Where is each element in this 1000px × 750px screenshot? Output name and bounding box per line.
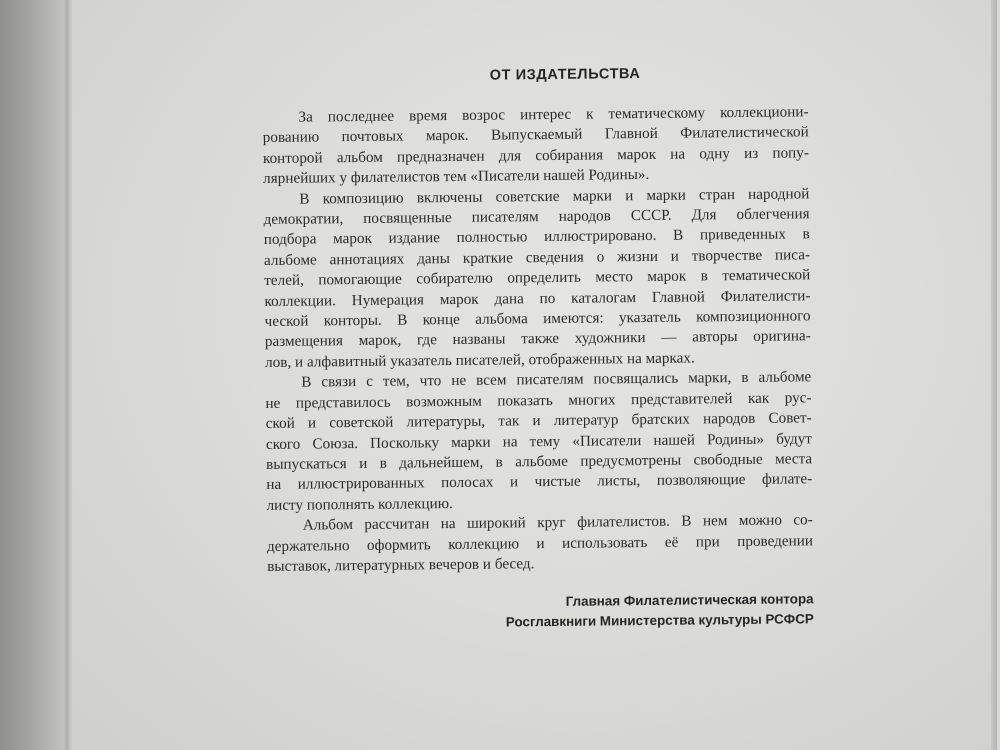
text-line: За последнее время возрос интерес к тематическому коллекциони- (298, 103, 809, 126)
text-line: ческой конторы. В конце альбома имеются: указатель композиционного (264, 307, 811, 331)
text-line: демократии, посвященные писателям народов СССР. Для облегчения (263, 205, 810, 229)
publisher-signature (268, 590, 814, 636)
text-line: не представилось возможным показать многих представителей как рус- (265, 388, 812, 412)
paragraph-1 (262, 102, 809, 189)
book-spine-fold (64, 0, 70, 750)
text-line: размещения марок, где названы также художники — авторы оригина- (264, 327, 811, 351)
page-text-block (262, 64, 814, 635)
text-line: держательно оформить коллекцию и использовать её при проведении (266, 531, 814, 555)
page-heading: ОТ ИЗДАТЕЛЬСТВА (489, 66, 641, 84)
text-line: конторой альбом предназначен для собирания марок на одну из попу- (262, 144, 809, 167)
text-line: ского Союза. Поскольку марки на тему «Писатели нашей Родины» будут (265, 429, 812, 453)
text-line: листу пополнять коллекцию. (266, 494, 453, 514)
text-line: лярнейших у филателистов тем «Писатели нашей Родины». (263, 166, 650, 188)
text-line: телей, помогающие собирателю определить место марок в тематической (264, 266, 811, 290)
text-line: коллекции. Нумерация марок дана по каталогам Главной Филателисти- (264, 286, 811, 310)
text-line: подбора марок издание полностью иллюстрировано. В приведенных в (263, 225, 810, 249)
text-line: Альбом рассчитан на широкий круг филателистов. В нем можно со- (302, 511, 813, 534)
text-line: рованию почтовых марок. Выпускаемый Главной Филателистической (262, 123, 809, 147)
paragraph-3 (265, 368, 812, 517)
paragraph-4 (267, 510, 814, 577)
text-line: выставок, литературных вечеров и бесед. (267, 555, 535, 575)
text-line: выпускаться и в дальнейшем, в альбоме предусмотрены свободные места (266, 450, 813, 473)
paragraph-2 (263, 184, 811, 373)
text-line: лов, и алфавитный указатель писателей, отображенных на марках. (264, 349, 695, 371)
text-line: альбоме аннотациях даны краткие сведения о жизни и творчестве писа- (263, 246, 811, 269)
text-line: В композицию включены советские марки и марки стран народной (299, 184, 810, 208)
text-line: на иллюстрированных полосах и чистые листы, позволяющие филате- (266, 470, 813, 494)
text-line: ской и советской литературы, так и литератур братских народов Совет- (265, 409, 812, 433)
page-right-edge (991, 0, 997, 750)
signature-line: Росглавкниги Министерства культуры РСФСР (505, 611, 814, 630)
text-line: В связи с тем, что не всем писателям посвящались марки, в альбоме (301, 368, 812, 391)
signature-line: Главная Филателистическая контора (565, 591, 814, 610)
